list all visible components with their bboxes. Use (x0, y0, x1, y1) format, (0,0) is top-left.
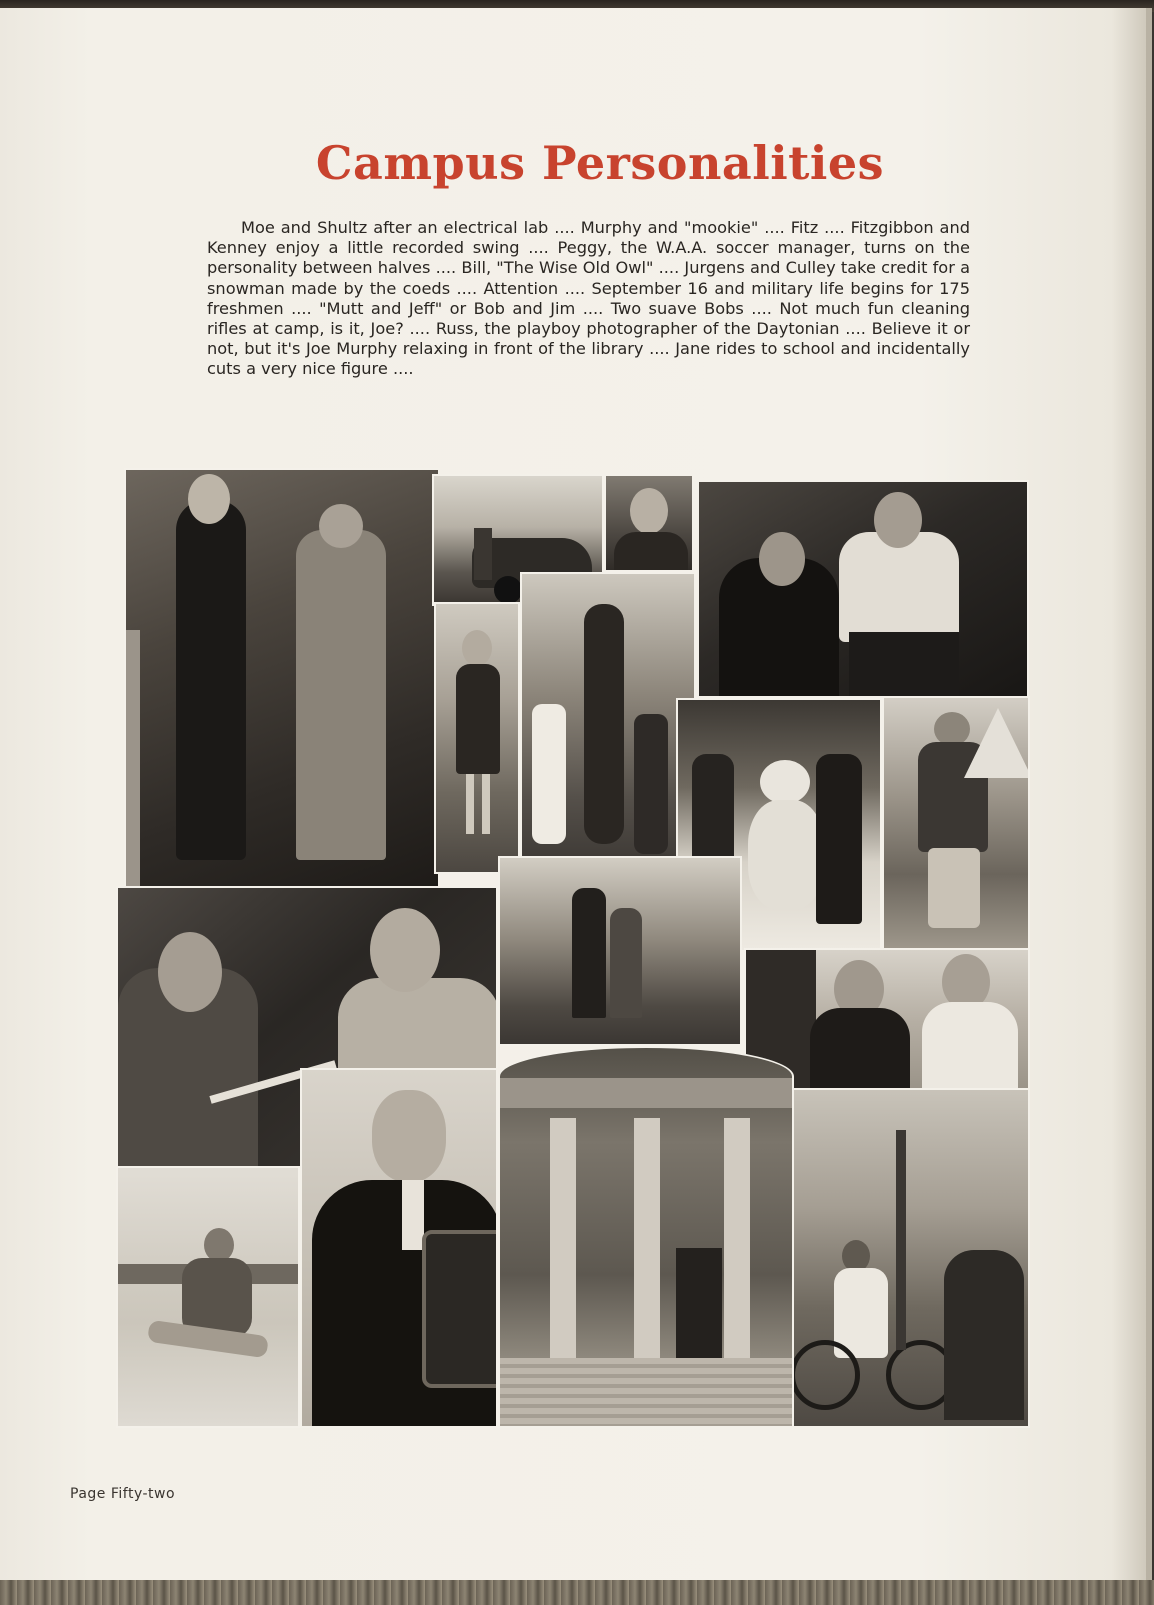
caption-text: Moe and Shultz after an electrical lab .... Murphy and "mookie" .... Fitz .... Fitzgibbon and Kenney enjoy a little recorded swing .... Peggy, the W.A.A. soccer manager, turns on the personality between halves .... Bill, "The Wise Old Owl" .... Jurgens and Culley take credit for a snowman made by the coeds .... Attention .... September 16 and military life begins for 175 freshmen .... "Mutt and Jeff" or Bob and Jim .... Two suave Bobs .... Not much fun cleaning rifles at camp, is it, Joe? .... Russ, the playboy photographer of the Daytonian .... Believe it or not, but it's Joe Murphy relaxing in front of the library .... Jane rides to school and incidentally cuts a very nice figure .... (207, 218, 970, 379)
photo-wise-old-owl (520, 572, 696, 874)
scan-edge-bottom (0, 1580, 1154, 1605)
photo-beach (116, 1166, 300, 1428)
photo-library (498, 1046, 794, 1428)
photo-moe-and-shultz (124, 468, 440, 888)
photo-attention (882, 696, 1030, 952)
page-number: Page Fifty-two (70, 1486, 176, 1502)
page-title: Campus Personalities (315, 136, 885, 190)
photo-fitzgibbon-and-kenney (697, 480, 1029, 698)
photo-fitz (604, 474, 694, 572)
photo-collage (120, 476, 1050, 1464)
photo-mutt-and-jeff (498, 856, 742, 1046)
photo-russ-photographer (300, 1068, 498, 1428)
yearbook-page (0, 8, 1152, 1580)
photo-jane-on-bicycle (792, 1088, 1030, 1428)
photo-peggy (434, 602, 520, 874)
